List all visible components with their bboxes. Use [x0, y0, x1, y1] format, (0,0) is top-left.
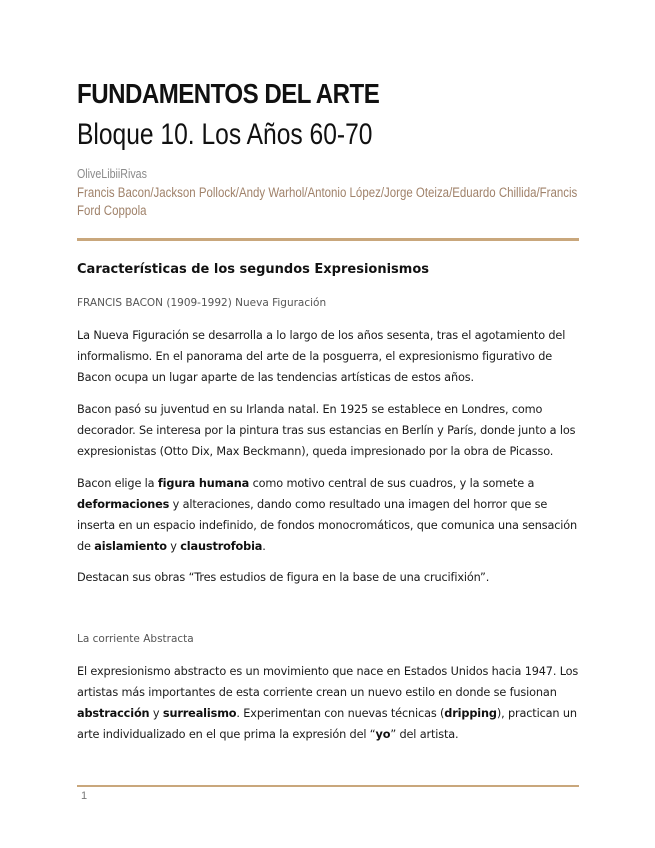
emphasis-yo: yo: [375, 728, 391, 741]
paragraph-obras-destacadas: Destacan sus obras “Tres estudios de figura en la base de una crucifixión”.: [77, 571, 490, 584]
document-title: FUNDAMENTOS DEL ARTE: [77, 78, 380, 109]
footer-divider: [77, 785, 579, 787]
artists-list: Francis Bacon/Jackson Pollock/Andy Warhol/Antonio López/Jorge Oteiza/Eduardo Chillida/Francis Ford Coppola: [77, 185, 578, 218]
header-divider: [77, 238, 579, 241]
emphasis-surrealismo: surrealismo: [162, 707, 237, 720]
paragraph-expresionismo-abstracto: El expresionismo abstracto es un movimiento que nace en Estados Unidos hacia 1947. Los artistas más importantes de esta corriente crean un nuevo estilo en donde se fusionan abstracción y surrealismo. Experimentan con nuevas técnicas (dripping), practican un arte individualizado en el que prima la expresión del “yo” del artista.: [77, 665, 579, 741]
emphasis-aislamiento: aislamiento: [94, 540, 167, 553]
document-subtitle: Bloque 10. Los Años 60-70: [77, 118, 373, 151]
emphasis-claustrofobia: claustrofobia: [180, 540, 263, 553]
author-name: OliveLibiiRivas: [77, 166, 147, 181]
paragraph-bacon-figura: Bacon elige la figura humana como motivo central de sus cuadros, y la somete a deformaciones y alteraciones, dando como resultado una imagen del horror que se inserta en un espacio indefinido, de fondos monocromáticos, que comunica una sensación de aislamiento y claustrofobia.: [77, 477, 578, 553]
emphasis-dripping: dripping: [444, 707, 497, 720]
emphasis-deformaciones: deformaciones: [77, 498, 170, 511]
section-subheading-abstracta: La corriente Abstracta: [77, 633, 194, 645]
emphasis-abstraccion: abstracción: [77, 707, 150, 720]
emphasis-figura-humana: figura humana: [157, 477, 250, 490]
paragraph-bacon-juventud: Bacon pasó su juventud en su Irlanda natal. En 1925 se establece en Londres, como decorador. Se interesa por la pintura tras sus estancias en Berlín y París, donde junto a los expresionistas (Otto Dix, Max Beckmann), queda impresionado por la obra de Picasso.: [77, 403, 576, 458]
paragraph-nueva-figuracion: La Nueva Figuración se desarrolla a lo largo de los años sesenta, tras el agotamiento del informalismo. En el panorama del arte de la posguerra, el expresionismo figurativo de Bacon ocupa un lugar aparte de las tendencias artísticas de estos años.: [77, 329, 566, 384]
section-subheading-bacon: FRANCIS BACON (1909-1992) Nueva Figuración: [77, 297, 327, 309]
page-number: 1: [81, 790, 88, 802]
section-heading-expresionismos: Características de los segundos Expresionismos: [77, 262, 430, 277]
